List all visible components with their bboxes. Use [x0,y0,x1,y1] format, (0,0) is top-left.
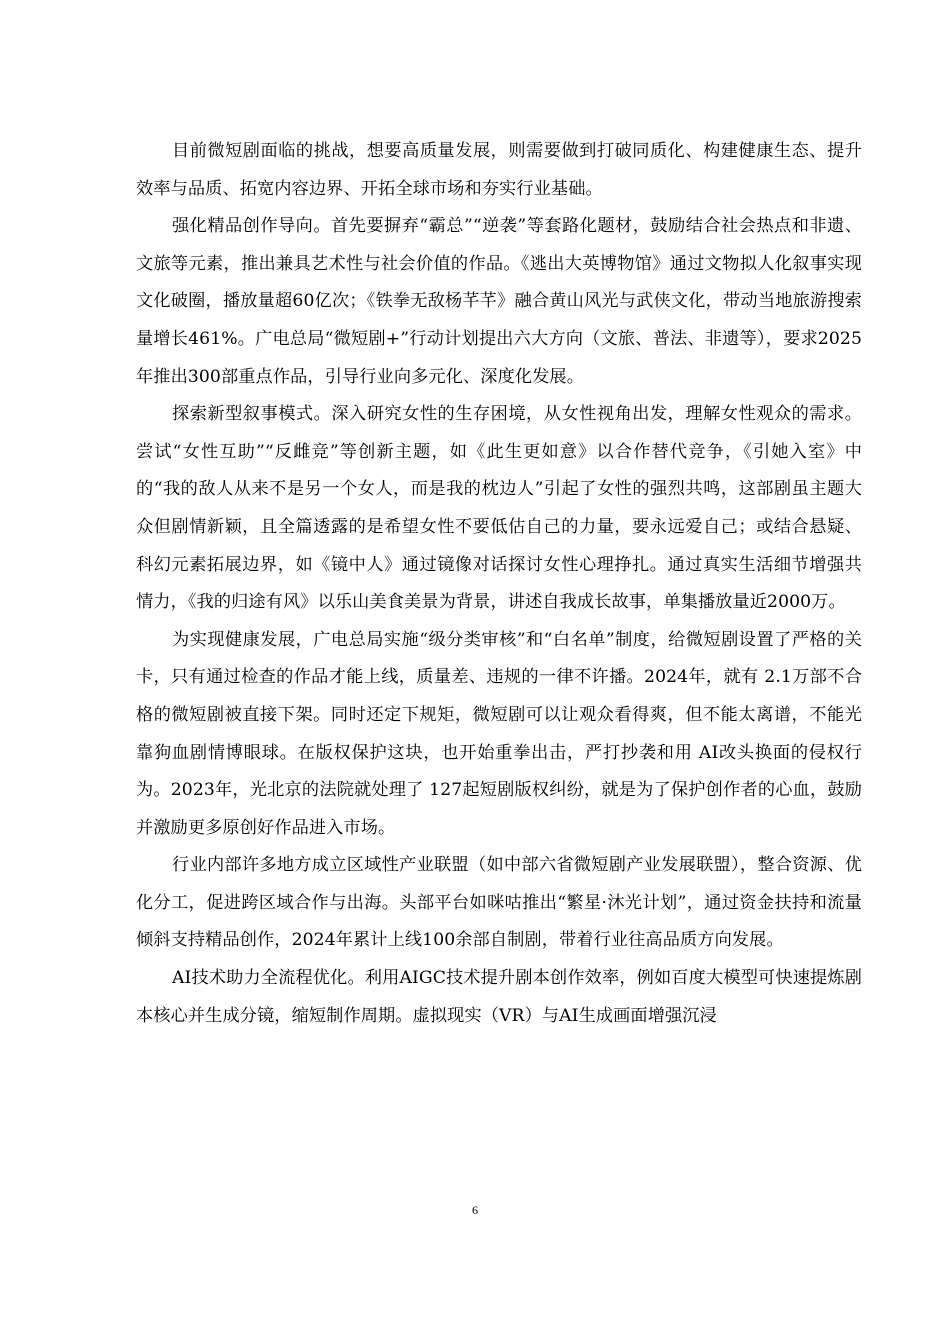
paragraph-regulation: 为实现健康发展，广电总局实施“级分类审核”和“白名单”制度，给微短剧设置了严格的关卡，只有通过检查的作品才能上线，质量差、违规的一律不许播。2024年，就有 2.1万部不合格的微短剧被直接下架。同时还定下规矩，微短剧可以让观众看得爽，但不能太离谱，不能光靠狗血剧情博眼球。在版权保护这块，也开始重拳出击，严打抄袭和用 AI改头换面的侵权行为。2023年，光北京的法院就处理了 127起短剧版权纠纷，就是为了保护创作者的心血，鼓励并激励更多原创好作品进入市场。 [136,629,862,838]
body-text [136,133,862,1035]
paragraph-intro: 目前微短剧面临的挑战，想要高质量发展，则需要做到打破同质化、构建健康生态、提升效率与品质、拓宽内容边界、开拓全球市场和夯实行业基础。 [136,141,862,199]
paragraph-industry-alliance: 行业内部许多地方成立区域性产业联盟（如中部六省微短剧产业发展联盟），整合资源、优化分工，促进跨区域合作与出海。头部平台如咪咕推出“繁星·沐光计划”，通过资金扶持和流量倾斜支持精品创作，2024年累计上线100余部自制剧，带着行业往高品质方向发展。 [136,855,862,951]
paragraph-narrative-mode: 探索新型叙事模式。深入研究女性的生存困境，从女性视角出发，理解女性观众的需求。尝试“女性互助”“反雌竞”等创新主题，如《此生更如意》以合作替代竞争，《引她入室》中的“我的敌人从来不是另一个女人，而是我的枕边人”引起了女性的强烈共鸣，这部剧虽主题大众但剧情新颖，且全篇透露的是希望女性不要低估自己的力量，要永远爱自己；或结合悬疑、科幻元素拓展边界，如《镜中人》通过镜像对话探讨女性心理挣扎。通过真实生活细节增强共情力，《我的归途有风》以乐山美食美景为背景，讲述自我成长故事，单集播放量近2000万。 [136,404,862,613]
paragraph-ai-technology: AI技术助力全流程优化。利用AIGC技术提升剧本创作效率，例如百度大模型可快速提炼剧本核心并生成分镜，缩短制作周期。虚拟现实（VR）与AI生成画面增强沉浸 [136,968,862,1026]
paragraph-quality-creation: 强化精品创作导向。首先要摒弃“霸总”“逆袭”等套路化题材，鼓励结合社会热点和非遗、文旅等元素，推出兼具艺术性与社会价值的作品。《逃出大英博物馆》通过文物拟人化叙事实现文化破圈，播放量超60亿次；《铁拳无敌杨芊芊》融合黄山风光与武侠文化，带动当地旅游搜索量增长461%。广电总局“微短剧+”行动计划提出六大方向（文旅、普法、非遗等），要求2025年推出300部重点作品，引导行业向多元化、深度化发展。 [136,216,862,387]
page-number: 6 [472,1203,478,1217]
